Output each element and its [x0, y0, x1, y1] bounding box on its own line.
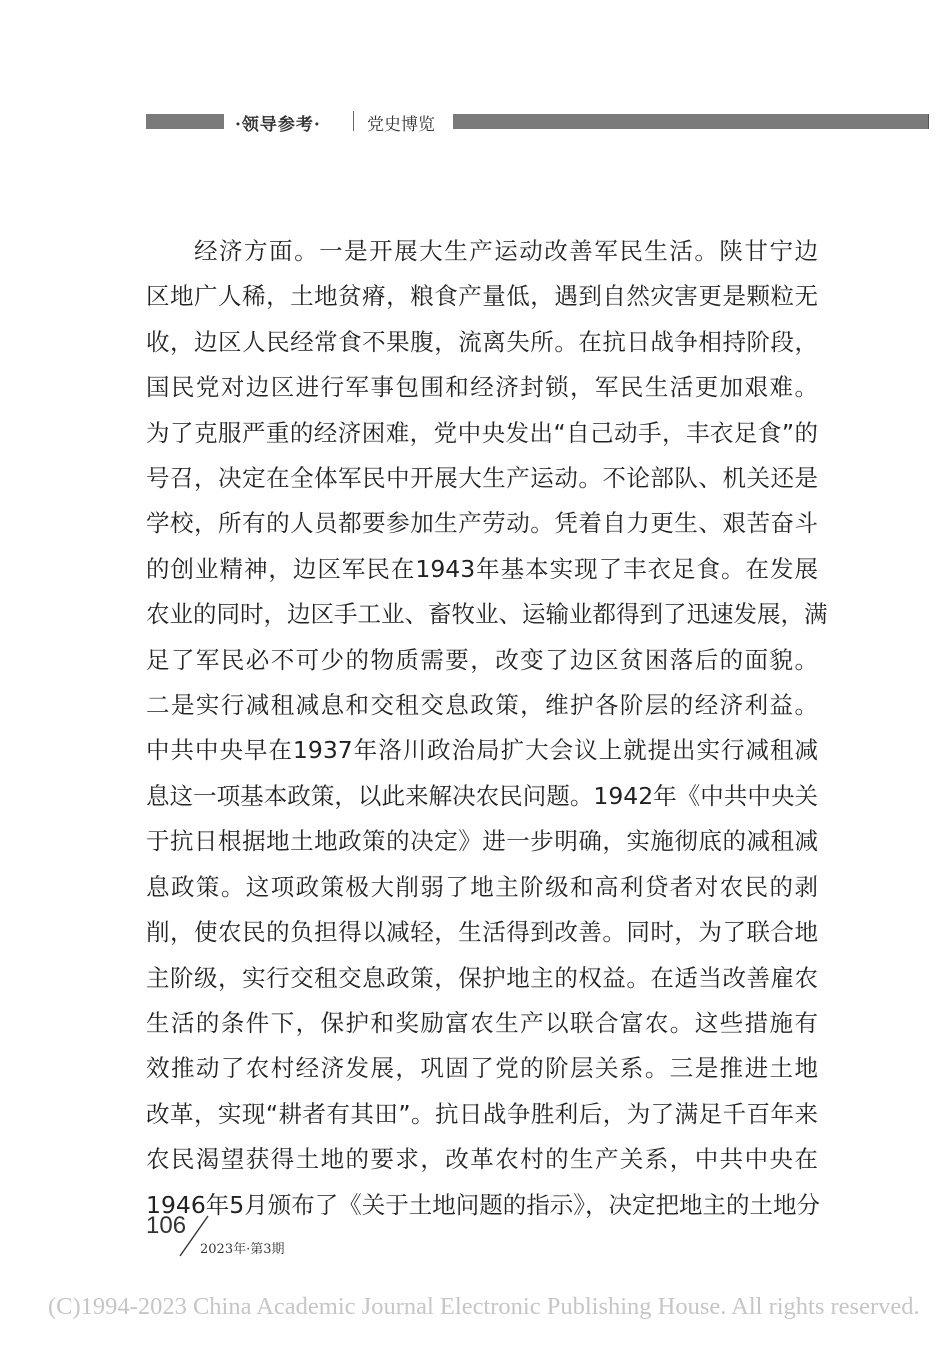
body-line: 区地广人稀，土地贫瘠，粮食产量低，遇到自然灾害更是颗粒无 [146, 282, 818, 311]
body-line: 效推动了农村经济发展，巩固了党的阶层关系。三是推进土地 [146, 1054, 818, 1083]
header-section-title: ·领导参考· [235, 115, 321, 135]
header-bar-left [146, 114, 224, 129]
copyright-watermark: (C)1994-2023 China Academic Journal Electronic Publishing House. All rights reserved. [48, 1293, 920, 1320]
header-column-title: 党史博览 [367, 115, 435, 135]
body-line: 改革，实现“耕者有其田”。抗日战争胜利后，为了满足千百年来 [146, 1099, 818, 1128]
body-line: 息政策。这项政策极大削弱了地主阶级和高利贷者对农民的剥 [146, 872, 818, 901]
page-number: 106 [146, 1212, 187, 1239]
header-bar-notch [928, 114, 950, 129]
body-line: 农民渴望获得土地的要求，改革农村的生产关系，中共中央在 [146, 1145, 818, 1174]
article-body [146, 229, 828, 1228]
issue-label: 2023年·第3期 [200, 1242, 285, 1257]
body-line: 的创业精神，边区军民在1943年基本实现了丰衣足食。在发展 [146, 554, 818, 583]
body-line: 足了军民必不可少的物质需要，改变了边区贫困落后的面貌。 [146, 645, 818, 674]
body-line: 农业的同时，边区手工业、畜牧业、运输业都得到了迅速发展，满 [146, 600, 828, 629]
body-line: 收，边区人民经常食不果腹，流离失所。在抗日战争相持阶段， [146, 327, 818, 356]
body-line: 为了克服严重的经济困难，党中央发出“自己动手，丰衣足食”的 [146, 418, 818, 447]
body-line: 息这一项基本政策，以此来解决农民问题。1942年《中共中央关 [146, 781, 818, 810]
body-line: 经济方面。一是开展大生产运动改善军民生活。陕甘宁边 [194, 237, 818, 265]
body-line: 号召，决定在全体军民中开展大生产运动。不论部队、机关还是 [146, 464, 818, 493]
body-line: 于抗日根据地土地政策的决定》进一步明确，实施彻底的减租减 [146, 827, 818, 856]
body-line: 1946年5月颁布了《关于土地问题的指示》，决定把地主的土地分 [146, 1190, 821, 1219]
header-separator [353, 111, 354, 131]
body-line: 二是实行减租减息和交租交息政策，维护各阶层的经济利益。 [146, 691, 818, 720]
header-bar-right [453, 114, 950, 129]
body-line: 国民党对边区进行军事包围和经济封锁，军民生活更加艰难。 [146, 373, 818, 402]
body-line: 中共中央早在1937年洛川政治局扩大会议上就提出实行减租减 [146, 736, 818, 765]
body-line: 主阶级，实行交租交息政策，保护地主的权益。在适当改善雇农 [146, 963, 818, 992]
body-line: 削，使农民的负担得以减轻，生活得到改善。同时，为了联合地 [146, 918, 818, 947]
body-line: 学校，所有的人员都要参加生产劳动。凭着自力更生、艰苦奋斗 [146, 509, 818, 538]
body-line: 生活的条件下，保护和奖励富农生产以联合富农。这些措施有 [146, 1008, 818, 1037]
